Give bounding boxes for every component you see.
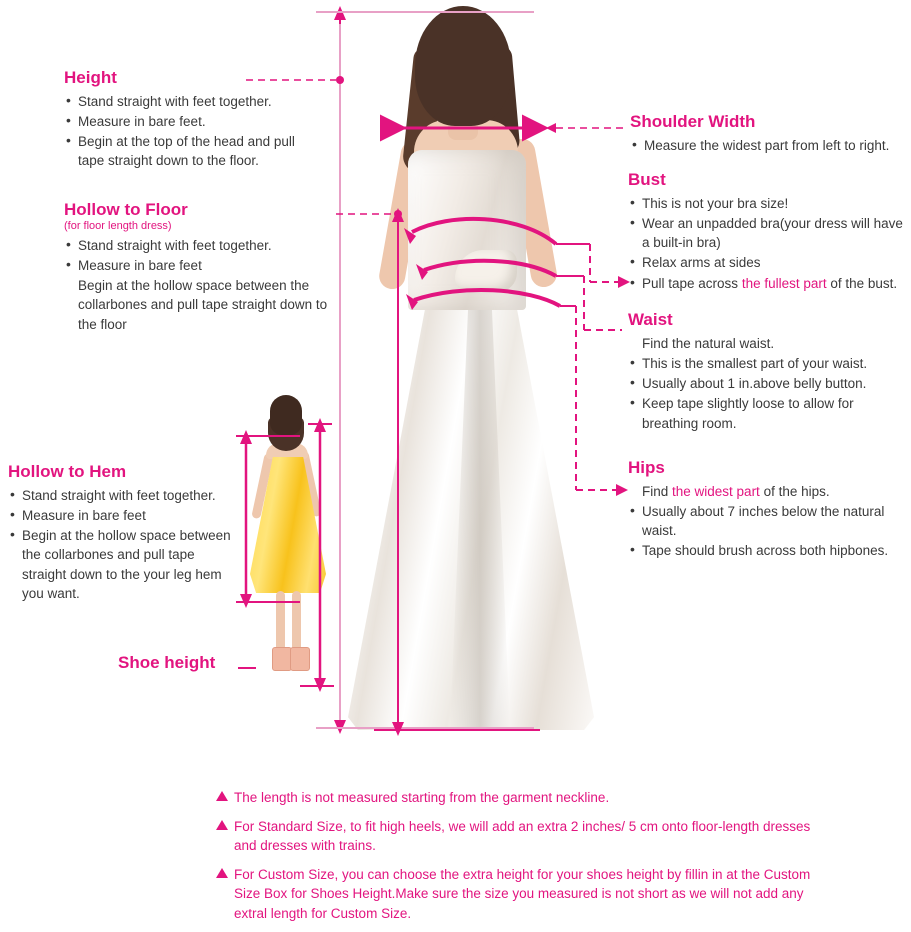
small-model-hair bbox=[270, 395, 302, 435]
small-model-right-shoe bbox=[290, 647, 310, 671]
footnote-2 bbox=[216, 817, 816, 856]
measurement-block-hollow-to-floor bbox=[64, 200, 332, 335]
hollow-to-floor-bullet-1: • Stand straight with feet together. bbox=[64, 236, 332, 255]
footnote-1-text: The length is not measured starting from the garment neckline. bbox=[234, 790, 610, 805]
waist-bullets bbox=[628, 334, 898, 433]
warning-triangle-icon bbox=[216, 791, 228, 801]
hips-bullet-1 bbox=[628, 482, 904, 501]
model-figure-short-dress bbox=[236, 395, 346, 685]
hips-bullets bbox=[628, 482, 904, 561]
hollow-to-hem-bullets bbox=[8, 486, 240, 603]
footnote-2-text: For Standard Size, to fit high heels, we will add an extra 2 inches/ 5 cm onto floor-length dresses and dresses with trains. bbox=[234, 818, 811, 854]
model-hair bbox=[415, 6, 511, 126]
shoulder-width-label: Shoulder Width bbox=[630, 112, 756, 131]
hollow-to-floor-label: Hollow to Floor bbox=[64, 200, 188, 219]
hips-bullet-1-post: of the hips. bbox=[759, 484, 830, 499]
hollow-to-floor-bullets bbox=[64, 236, 332, 334]
shoe-height-label: Shoe height bbox=[118, 653, 216, 672]
hollow-to-floor-bullet-3: Begin at the hollow space between the collarbones and pull tape straight down to the floor bbox=[78, 278, 328, 332]
hips-label: Hips bbox=[628, 458, 665, 477]
measurement-block-hips bbox=[628, 458, 904, 562]
waist-bullet-2: • This is the smallest part of your waist. bbox=[628, 354, 898, 373]
bust-bullet-4 bbox=[628, 274, 910, 293]
hollow-to-hem-label: Hollow to Hem bbox=[8, 462, 127, 481]
height-bullet-1: • Stand straight with feet together. bbox=[64, 92, 324, 111]
warning-triangle-icon bbox=[216, 820, 228, 830]
gown-bow bbox=[455, 250, 517, 292]
hollow-to-hem-bullet-1: • Stand straight with feet together. bbox=[8, 486, 240, 505]
hips-bullet-1-pre: Find bbox=[642, 484, 673, 499]
height-bullet-3: • Begin at the top of the head and pull tape straight down to the floor. bbox=[64, 132, 324, 170]
bust-bullet-2: • Wear an unpadded bra(your dress will have a built-in bra) bbox=[628, 214, 910, 252]
waist-label: Waist bbox=[628, 310, 673, 329]
shoulder-width-bullets bbox=[630, 136, 908, 155]
warning-triangle-icon bbox=[216, 868, 228, 878]
footnote-3 bbox=[216, 865, 816, 924]
height-bullets bbox=[64, 92, 324, 171]
footnote-1 bbox=[216, 788, 816, 808]
bust-bullet-3: • Relax arms at sides bbox=[628, 253, 910, 272]
hollow-to-hem-bullet-3: • Begin at the hollow space between the collarbones and pull tape straight down to the your leg hem you want. bbox=[8, 526, 240, 603]
measurement-block-shoulder-width bbox=[630, 112, 908, 156]
bust-emphasis: the fullest part bbox=[741, 275, 827, 291]
bust-bullets bbox=[628, 194, 910, 293]
measurement-block-height bbox=[64, 68, 324, 172]
bust-bullet-4-pre: Pull tape across bbox=[642, 275, 742, 291]
model-figure-gown bbox=[330, 0, 610, 740]
hollow-to-floor-bullet-2: • Measure in bare feet bbox=[64, 256, 332, 275]
height-bullet-2: • Measure in bare feet. bbox=[64, 112, 324, 131]
small-model-right-leg bbox=[292, 591, 301, 653]
waist-bullet-1: Find the natural waist. bbox=[642, 336, 775, 351]
small-model-left-shoe bbox=[272, 647, 292, 671]
footnote-3-text: For Custom Size, you can choose the extra height for your shoes height by fillin in at the Custom Size Box for Shoes Height.Make sure the size you measured is not short as we will not add any extral length for Custom Size. bbox=[234, 866, 811, 921]
height-label: Height bbox=[64, 68, 117, 87]
shoulder-width-bullet-1: • Measure the widest part from left to right. bbox=[630, 136, 908, 155]
hollow-to-floor-sublabel: (for floor length dress) bbox=[64, 220, 172, 232]
bust-bullet-1: • This is not your bra size! bbox=[628, 194, 910, 213]
footnotes bbox=[216, 788, 816, 932]
hips-bullet-2: • Usually about 7 inches below the natural waist. bbox=[628, 502, 904, 540]
measurement-block-waist bbox=[628, 310, 898, 434]
waist-bullet-4: • Keep tape slightly loose to allow for breathing room. bbox=[628, 394, 898, 432]
measurement-block-bust bbox=[628, 170, 910, 294]
bust-bullet-4-post: of the bust. bbox=[826, 275, 898, 291]
hips-bullet-3: • Tape should brush across both hipbones. bbox=[628, 541, 904, 560]
hips-emphasis: the widest part bbox=[672, 484, 760, 499]
small-model-left-leg bbox=[276, 591, 285, 653]
measurement-block-hollow-to-hem bbox=[8, 462, 240, 604]
waist-bullet-3: • Usually about 1 in.above belly button. bbox=[628, 374, 898, 393]
measurement-block-shoe-height bbox=[118, 653, 215, 673]
hollow-to-hem-bullet-2: • Measure in bare feet bbox=[8, 506, 240, 525]
bust-label: Bust bbox=[628, 170, 666, 189]
